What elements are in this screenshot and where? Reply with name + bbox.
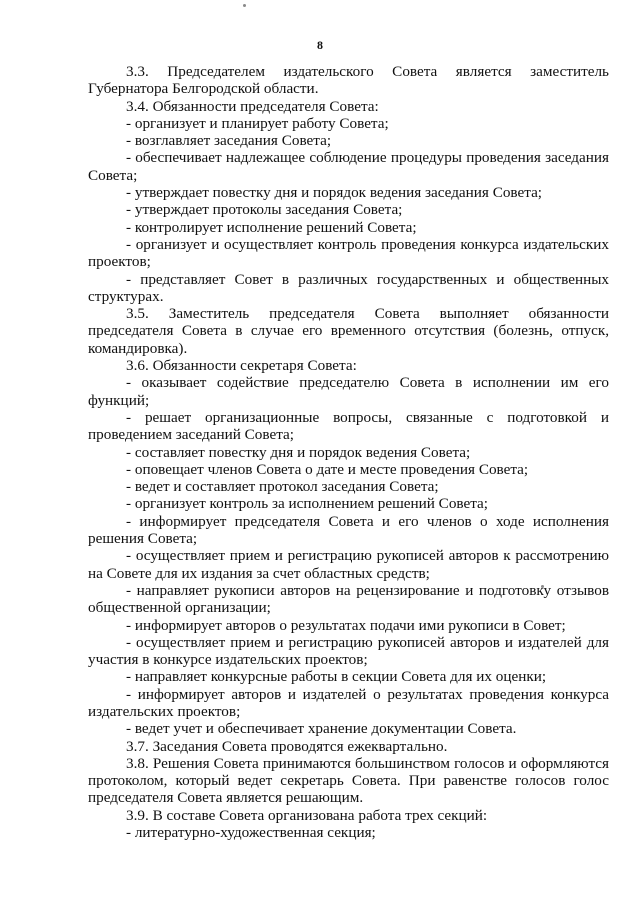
paragraph: 3.3. Председателем издательского Совета является заместитель Губернатора Белгородской области. [88, 63, 609, 98]
list-item: - контролирует исполнение решений Совета; [126, 218, 417, 236]
list-item: - направляет конкурсные работы в секции Совета для их оценки; [126, 668, 547, 686]
paragraph: 3.8. Решения Совета принимаются большинством голосов и оформляются протоколом, который ведет секретарь Совета. При равенстве голосов голос председателя Совета является решающим. [88, 754, 609, 807]
list-item: - информирует авторов и издателей о результатах проведения конкурса издательских проектов; [88, 685, 609, 720]
list-item: - направляет рукописи авторов на рецензирование и подготовку отзывов общественной организации; [88, 581, 609, 617]
list-item: - организует и осуществляет контроль проведения конкурса издательских проектов; [88, 235, 609, 271]
scan-speck [243, 4, 246, 7]
document-body [88, 63, 609, 841]
list-item: - оповещает членов Совета о дате и месте проведения Совета; [126, 460, 529, 478]
paragraph: 3.7. Заседания Совета проводятся ежеквартально. [126, 737, 448, 755]
list-item: - утверждает протоколы заседания Совета; [126, 201, 403, 219]
list-item: - ведет учет и обеспечивает хранение документации Совета. [126, 720, 517, 738]
paragraph: 3.5. Заместитель председателя Совета выполняет обязанности председателя Совета в случае его временного отсутствия (болезнь, отпуск, командировка). [88, 305, 609, 357]
list-item: - обеспечивает надлежащее соблюдение процедуры проведения заседания Совета; [88, 149, 609, 184]
list-item: - возглавляет заседания Совета; [126, 132, 332, 150]
list-item: - утверждает повестку дня и порядок ведения заседания Совета; [126, 184, 543, 202]
list-item: - ведет и составляет протокол заседания Совета; [126, 478, 439, 496]
paragraph: 3.4. Обязанности председателя Совета: [126, 97, 379, 115]
list-item: - информирует председателя Совета и его членов о ходе исполнения решения Совета; [88, 512, 609, 548]
list-item: - решает организационные вопросы, связанные с подготовкой и проведением заседаний Совета; [88, 408, 609, 444]
list-item: - информирует авторов о результатах подачи ими рукописи в Совет; [126, 616, 566, 634]
page-number: 8 [317, 38, 323, 52]
paragraph: 3.6. Обязанности секретаря Совета: [126, 357, 357, 375]
list-item: - литературно-художественная секция; [126, 824, 376, 842]
list-item: - составляет повестку дня и порядок ведения Совета; [126, 443, 471, 461]
list-item: - организует и планирует работу Совета; [126, 114, 389, 132]
list-item: - осуществляет прием и регистрацию рукописей авторов и издателей для участия в конкурсе издательских проектов; [88, 633, 609, 669]
paragraph: 3.9. В составе Совета организована работа трех секций: [126, 806, 488, 824]
list-item: - оказывает содействие председателю Совета в исполнении им его функций; [88, 374, 609, 409]
list-item: - представляет Совет в различных государственных и общественных структурах. [88, 270, 609, 305]
list-item: - осуществляет прием и регистрацию рукописей авторов к рассмотрению на Совете для их издания за счет областных средств; [88, 547, 609, 582]
list-item: - организует контроль за исполнением решений Совета; [126, 495, 489, 513]
